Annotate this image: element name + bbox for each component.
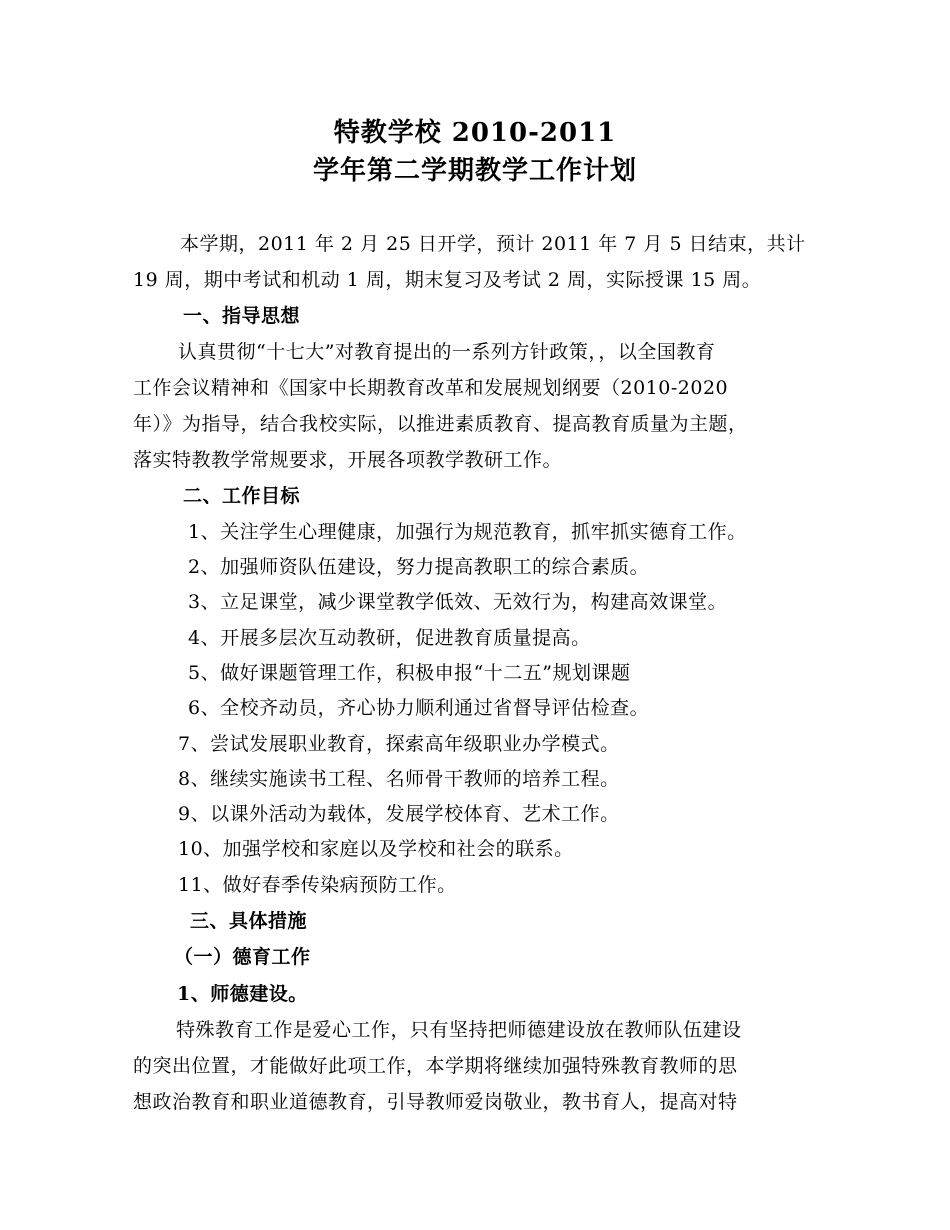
- section-heading-work-goals: 二、工作目标: [183, 485, 301, 507]
- paragraph-line: 年）》为指导，结合我校实际，以推进素质教育、提高教育质量为主题，: [133, 413, 748, 435]
- goal-item: 5、做好课题管理工作，积极申报“十二五”规划课题: [188, 662, 631, 684]
- section-heading-guiding-thought: 一、指导思想: [183, 305, 301, 327]
- goal-item: 3、立足课堂，减少课堂教学低效、无效行为，构建高效课堂。: [188, 591, 728, 613]
- document-title-line-1: 特教学校 2010-2011: [333, 118, 617, 148]
- paragraph-line: 工作会议精神和《国家中长期教育改革和发展规划纲要（2010-2020: [133, 377, 729, 399]
- goal-item: 4、开展多层次互动教研，促进教育质量提高。: [188, 627, 591, 649]
- document-title-line-2: 学年第二学期教学工作计划: [312, 156, 637, 186]
- paragraph-line: 的突出位置，才能做好此项工作，本学期将继续加强特殊教育教师的思: [133, 1055, 738, 1077]
- sub-sub-heading-teacher-ethics: 1、师德建设。: [177, 983, 308, 1005]
- goal-item: 9、以课外活动为载体，发展学校体育、艺术工作。: [178, 803, 620, 825]
- sub-heading-moral-education: （一）德育工作: [174, 946, 311, 968]
- goal-item: 6、全校齐动员，齐心协力顺利通过省督导评估检查。: [188, 697, 650, 719]
- goal-item: 7、尝试发展职业教育，探索高年级职业办学模式。: [178, 733, 620, 755]
- section-heading-specific-measures: 三、具体措施: [190, 910, 308, 932]
- goal-item: 1、关注学生心理健康，加强行为规范教育，抓牢抓实德育工作。: [188, 521, 747, 543]
- goal-item: 11、做好春季传染病预防工作。: [178, 874, 457, 896]
- intro-line-1: 本学期，2011 年 2 月 25 日开学，预计 2011 年 7 月 5 日结束，共计: [180, 233, 806, 255]
- paragraph-line: 认真贯彻“十七大”对教育提出的一系列方针政策，，以全国教育: [178, 341, 716, 363]
- goal-item: 10、加强学校和家庭以及学校和社会的联系。: [178, 838, 574, 860]
- paragraph-line: 想政治教育和职业道德教育，引导教师爱岗敬业，教书育人，提高对特: [133, 1091, 738, 1113]
- paragraph-line: 落实特教教学常规要求，开展各项教学教研工作。: [133, 449, 563, 471]
- intro-line-2: 19 周，期中考试和机动 1 周，期末复习及考试 2 周，实际授课 15 周。: [133, 269, 762, 291]
- goal-item: 2、加强师资队伍建设，努力提高教职工的综合素质。: [188, 556, 650, 578]
- paragraph-line: 特殊教育工作是爱心工作，只有坚持把师德建设放在教师队伍建设: [176, 1019, 742, 1041]
- goal-item: 8、继续实施读书工程、名师骨干教师的培养工程。: [178, 768, 620, 790]
